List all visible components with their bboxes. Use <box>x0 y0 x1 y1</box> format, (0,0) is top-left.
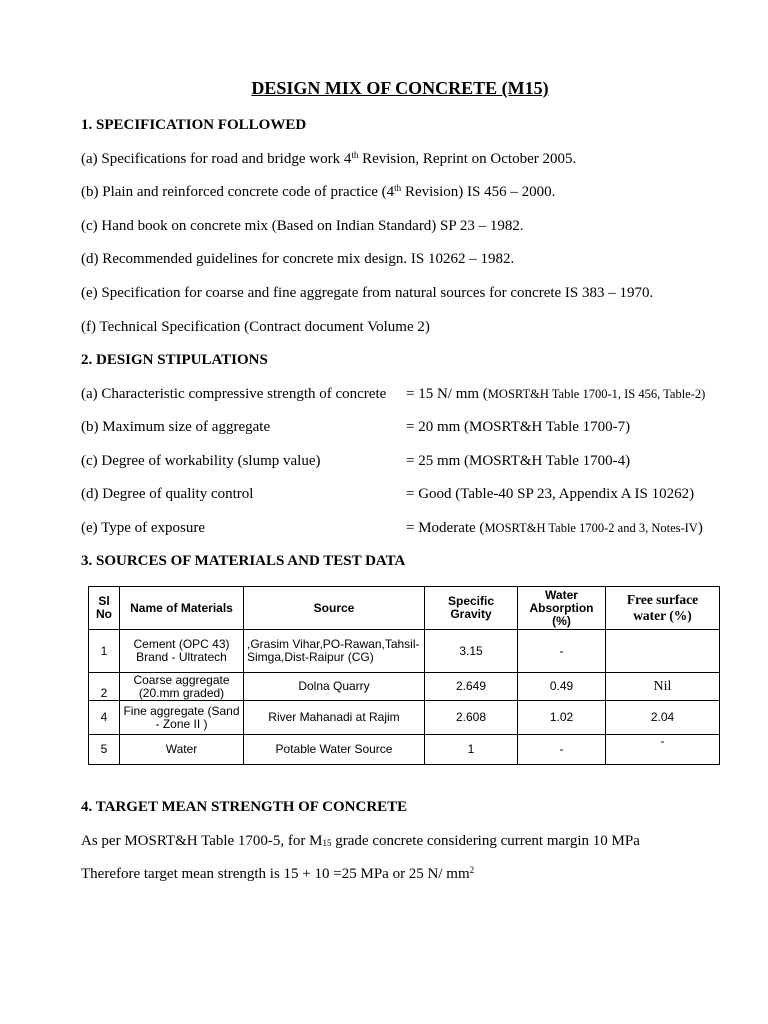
target-strength-line-2: Therefore target mean strength is 15 + 10 =25 MPa or 25 N/ $mm^2$ <box>81 865 475 882</box>
cell-sl: 5 <box>89 735 120 765</box>
section-4-heading: 4. TARGET MEAN STRENGTH OF CONCRETE <box>81 799 408 815</box>
header-name: Name of Materials <box>120 587 244 630</box>
cell-sl: 2 <box>89 673 120 701</box>
cell-name: Water <box>120 735 244 765</box>
cell-water-absorption: - <box>518 735 606 765</box>
table-row <box>89 701 720 735</box>
cell-free-surface-water: Nil <box>606 673 720 701</box>
cell-specific-gravity: 2.608 <box>425 701 518 735</box>
spec-item-d: (d) Recommended guidelines for concrete mix design. IS 10262 – 1982. <box>81 251 515 267</box>
section-3-heading: 3. SOURCES OF MATERIALS AND TEST DATA <box>81 553 406 569</box>
stipulation-value-c: = 25 mm (MOSRT&H Table 1700-4) <box>406 453 631 469</box>
cell-name: Cement (OPC 43) Brand - Ultratech <box>120 630 244 673</box>
header-source: Source <box>244 587 425 630</box>
cell-source: Potable Water Source <box>244 735 425 765</box>
cell-free-surface-water: - <box>606 735 720 765</box>
cell-sl: 1 <box>89 630 120 673</box>
header-specific-gravity: Specific Gravity <box>425 587 518 630</box>
stipulation-value-b: = 20 mm (MOSRT&H Table 1700-7) <box>406 419 631 435</box>
cell-water-absorption: 1.02 <box>518 701 606 735</box>
table-row <box>89 673 720 701</box>
cell-free-surface-water <box>606 630 720 673</box>
table-row <box>89 735 720 765</box>
section-1-heading: 1. SPECIFICATION FOLLOWED <box>81 117 307 133</box>
page-title: DESIGN MIX OF CONCRETE (M15) <box>251 78 549 98</box>
stipulation-value-d: = Good (Table-40 SP 23, Appendix A IS 10262) <box>406 486 695 502</box>
stipulation-value-e: = Moderate (MOSRT&H Table 1700-2 and 3, Notes-IV) <box>406 520 703 536</box>
table-row <box>89 630 720 673</box>
spec-item-c: (c) Hand book on concrete mix (Based on Indian Standard) SP 23 – 1982. <box>81 218 524 234</box>
stipulation-label-d: (d) Degree of quality control <box>81 486 254 502</box>
header-water-absorption: Water Absorption (%) <box>518 587 606 630</box>
cell-specific-gravity: 1 <box>425 735 518 765</box>
cell-specific-gravity: 3.15 <box>425 630 518 673</box>
spec-item-a: (a) Specifications for road and bridge work 4th Revision, Reprint on October 2005. <box>81 150 577 167</box>
cell-name: Fine aggregate (Sand - Zone II ) <box>120 701 244 735</box>
cell-sl: 4 <box>89 701 120 735</box>
cell-specific-gravity: 2.649 <box>425 673 518 701</box>
cell-water-absorption: 0.49 <box>518 673 606 701</box>
header-free-surface-water: Free surface water (%) <box>606 587 720 630</box>
stipulation-label-b: (b) Maximum size of aggregate <box>81 419 271 435</box>
cell-free-surface-water: 2.04 <box>606 701 720 735</box>
stipulation-label-a: (a) Characteristic compressive strength of concrete <box>81 386 387 402</box>
cell-water-absorption: - <box>518 630 606 673</box>
table-header-row <box>89 587 720 630</box>
spec-item-f: (f) Technical Specification (Contract document Volume 2) <box>81 319 430 335</box>
cell-source: ,Grasim Vihar,PO-Rawan,Tahsil-Simga,Dist-Raipur (CG) <box>244 630 425 673</box>
spec-item-e: (e) Specification for coarse and fine aggregate from natural sources for concrete IS 383 – 1970. <box>81 285 654 301</box>
stipulation-value-a: = 15 N/ mm (MOSRT&H Table 1700-1, IS 456, Table-2) <box>406 386 706 402</box>
header-sl-no: Sl No <box>89 587 120 630</box>
materials-table <box>88 586 720 765</box>
section-2-heading: 2. DESIGN STIPULATIONS <box>81 352 268 368</box>
stipulation-label-e: (e) Type of exposure <box>81 520 206 536</box>
spec-item-b: (b) Plain and reinforced concrete code of practice (4th Revision) IS 456 – 2000. <box>81 183 556 200</box>
stipulation-label-c: (c) Degree of workability (slump value) <box>81 453 321 469</box>
cell-name: Coarse aggregate (20.mm graded) <box>120 673 244 701</box>
cell-source: River Mahanadi at Rajim <box>244 701 425 735</box>
cell-source: Dolna Quarry <box>244 673 425 701</box>
target-strength-line-1: As per MOSRT&H Table 1700-5, for $M_{15}$ grade concrete considering current margin 10 MPa <box>81 833 640 849</box>
